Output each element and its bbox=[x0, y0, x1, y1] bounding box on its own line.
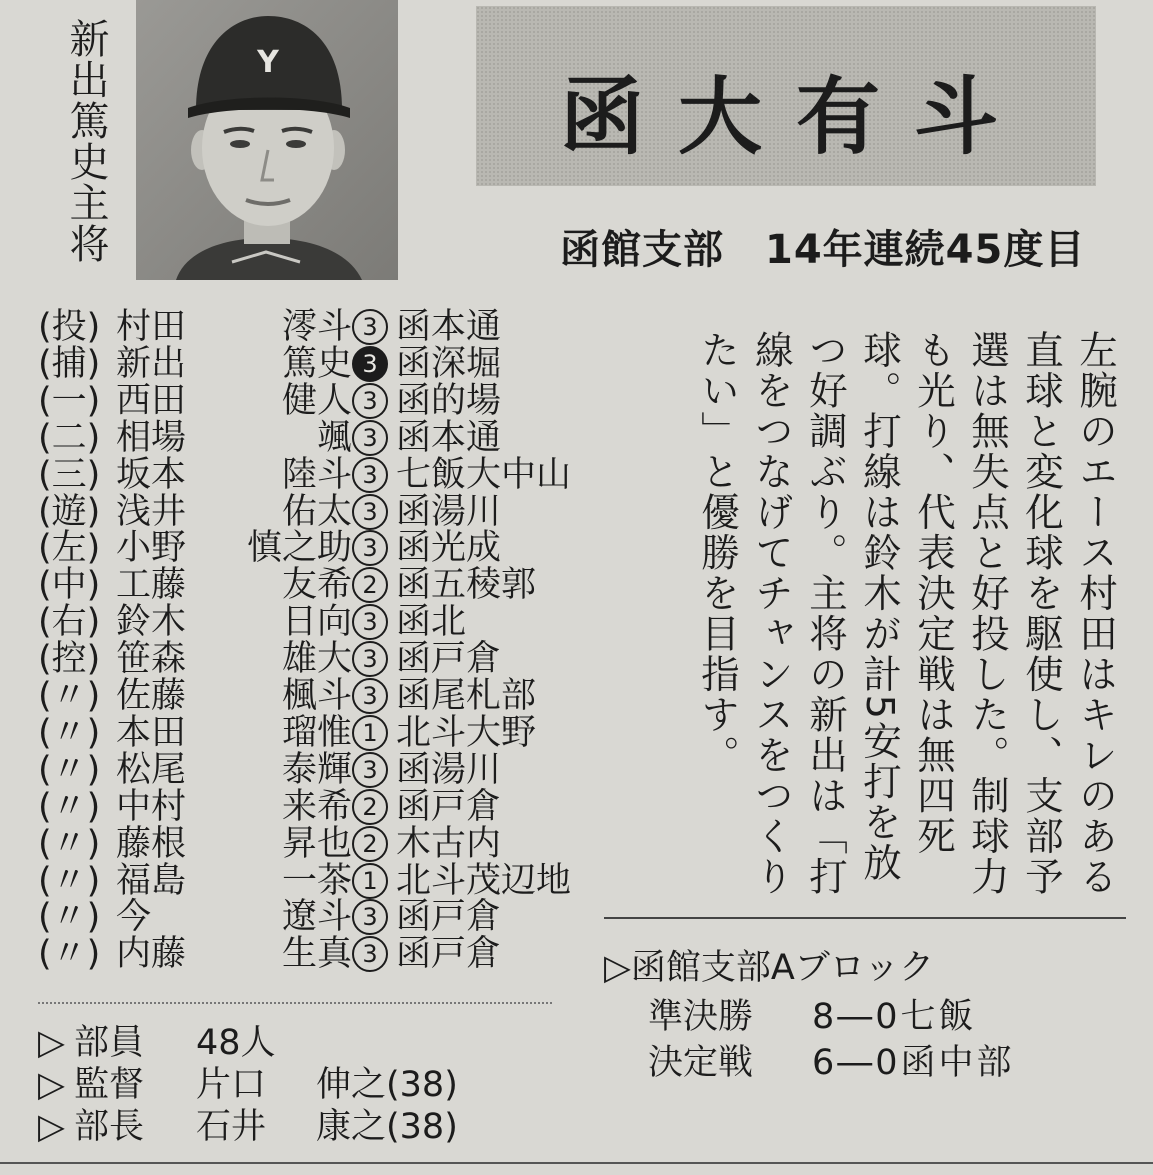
player-school: 函的場 bbox=[396, 380, 502, 421]
roster-row bbox=[38, 934, 578, 974]
player-position: (〃) bbox=[38, 749, 101, 790]
captain-portrait-illustration bbox=[136, 0, 398, 280]
player-grade: 2 bbox=[352, 789, 388, 825]
photo-caption: 新出篤史主将 bbox=[63, 18, 109, 264]
roster-row bbox=[38, 787, 578, 827]
bottom-rule bbox=[0, 1162, 1153, 1164]
staff-value-2: 康之(38) bbox=[316, 1107, 458, 1147]
roster-row bbox=[38, 418, 578, 458]
player-last-name: 工藤 bbox=[116, 565, 187, 606]
player-school: 北斗大野 bbox=[396, 712, 537, 753]
captain-photo bbox=[136, 0, 398, 280]
staff-marker: ▷ bbox=[38, 1107, 65, 1147]
roster-row bbox=[38, 455, 578, 495]
roster-row bbox=[38, 528, 578, 568]
player-last-name: 新出 bbox=[116, 343, 187, 384]
player-first-name: 佑太 bbox=[281, 491, 352, 532]
staff-value-1: 石井 bbox=[196, 1107, 267, 1147]
player-first-name: 健人 bbox=[281, 380, 352, 421]
player-first-name: 雄大 bbox=[281, 639, 352, 680]
player-school: 北斗茂辺地 bbox=[396, 860, 572, 901]
staff-value-1: 48人 bbox=[196, 1023, 276, 1063]
player-first-name: 来希 bbox=[281, 786, 352, 827]
staff-marker: ▷ bbox=[38, 1023, 65, 1063]
player-school: 函戸倉 bbox=[396, 897, 502, 938]
player-school: 函本通 bbox=[396, 307, 502, 347]
player-first-name: 生真 bbox=[281, 934, 352, 975]
player-grade: 3 bbox=[352, 383, 388, 419]
game-opponent: 函中部 bbox=[900, 1043, 1015, 1083]
player-first-name: 一茶 bbox=[281, 860, 352, 901]
player-grade: 3 bbox=[352, 530, 388, 566]
roster-row bbox=[38, 381, 578, 421]
team-name-title: 函大有斗 bbox=[559, 68, 1032, 166]
player-position: (〃) bbox=[38, 860, 101, 901]
player-position: (二) bbox=[38, 417, 101, 458]
roster-row bbox=[38, 639, 578, 679]
roster-row bbox=[38, 565, 578, 605]
player-position: (一) bbox=[38, 380, 101, 421]
player-first-name: 澪斗 bbox=[281, 307, 352, 347]
player-grade: 3 bbox=[352, 457, 388, 493]
player-last-name: 村田 bbox=[116, 307, 187, 347]
player-position: (〃) bbox=[38, 823, 101, 864]
roster-row bbox=[38, 602, 578, 642]
player-grade: 3 bbox=[352, 494, 388, 530]
player-last-name: 内藤 bbox=[116, 934, 187, 975]
roster-row bbox=[38, 344, 578, 384]
player-grade: 3 bbox=[352, 309, 388, 345]
player-school: 函光成 bbox=[396, 528, 502, 569]
player-school: 函深堀 bbox=[396, 343, 502, 384]
player-position: (〃) bbox=[38, 897, 101, 938]
player-last-name: 本田 bbox=[116, 712, 187, 753]
player-grade: 3 bbox=[352, 641, 388, 677]
player-grade: 3 bbox=[352, 678, 388, 714]
roster-row bbox=[38, 750, 578, 790]
player-last-name: 中村 bbox=[116, 786, 187, 827]
staff-label: 部員 bbox=[74, 1023, 145, 1063]
dotted-divider bbox=[38, 1002, 552, 1004]
player-last-name: 松尾 bbox=[116, 749, 187, 790]
player-position: (投) bbox=[38, 307, 101, 347]
player-school: 函戸倉 bbox=[396, 786, 502, 827]
staff-label: 監督 bbox=[74, 1065, 145, 1105]
player-school: 函湯川 bbox=[396, 749, 502, 790]
player-last-name: 笹森 bbox=[116, 639, 187, 680]
player-position: (遊) bbox=[38, 491, 101, 532]
player-last-name: 今 bbox=[116, 897, 152, 938]
player-position: (左) bbox=[38, 528, 101, 569]
player-first-name: 瑠惟 bbox=[281, 712, 352, 753]
staff-value-2: 伸之(38) bbox=[316, 1065, 458, 1105]
player-last-name: 相場 bbox=[116, 417, 187, 458]
roster-row bbox=[38, 307, 578, 347]
player-school: 函戸倉 bbox=[396, 934, 502, 975]
player-grade: 3 bbox=[352, 346, 388, 382]
player-grade: 3 bbox=[352, 899, 388, 935]
game-score-and-opponent bbox=[812, 1040, 1015, 1086]
results-divider bbox=[604, 917, 1126, 919]
player-first-name: 楓斗 bbox=[281, 676, 352, 716]
staff-row bbox=[38, 1064, 518, 1106]
player-school: 函尾札部 bbox=[396, 676, 537, 716]
article-text: 左腕のエース村田はキレのある直球と変化球を駆使し、支部予選は無失点と好投した。制球力も光り、代表決定戦は無四死球。打線は鈴木が計5安打を放つ好調ぶり。主将の新出は「打線をつなげてチャンスをつくりたい」と優勝を目指す。 bbox=[695, 330, 1118, 897]
player-first-name: 陸斗 bbox=[281, 454, 352, 495]
staff-row bbox=[38, 1106, 518, 1148]
player-last-name: 藤根 bbox=[116, 823, 187, 864]
game-stage: 準決勝 bbox=[648, 997, 754, 1037]
player-first-name: 日向 bbox=[281, 602, 352, 643]
player-position: (右) bbox=[38, 602, 101, 643]
game-score: 8―0 bbox=[812, 997, 901, 1037]
player-school: 函五稜郭 bbox=[396, 565, 537, 606]
player-first-name: 泰輝 bbox=[281, 749, 352, 790]
player-school: 函戸倉 bbox=[396, 639, 502, 680]
player-position: (三) bbox=[38, 454, 101, 495]
player-first-name: 篤史 bbox=[281, 343, 352, 384]
player-position: (〃) bbox=[38, 934, 101, 975]
player-position: (〃) bbox=[38, 712, 101, 753]
roster-row bbox=[38, 861, 578, 901]
cap-logo: Y bbox=[257, 45, 279, 80]
results-heading: ▷函館支部Aブロック bbox=[604, 948, 935, 988]
player-school: 七飯大中山 bbox=[396, 454, 572, 495]
player-first-name: 遼斗 bbox=[281, 897, 352, 938]
roster-row bbox=[38, 897, 578, 937]
game-score: 6―0 bbox=[812, 1043, 901, 1083]
player-first-name: 友希 bbox=[281, 565, 352, 606]
player-school: 函湯川 bbox=[396, 491, 502, 532]
player-grade: 1 bbox=[352, 715, 388, 751]
roster-row bbox=[38, 676, 578, 716]
player-school: 函北 bbox=[396, 602, 467, 643]
player-grade: 2 bbox=[352, 826, 388, 862]
game-score-and-opponent bbox=[812, 994, 977, 1040]
player-position: (〃) bbox=[38, 676, 101, 716]
player-grade: 2 bbox=[352, 567, 388, 603]
roster-row bbox=[38, 492, 578, 532]
player-grade: 1 bbox=[352, 863, 388, 899]
game-opponent: 七飯 bbox=[900, 997, 977, 1037]
staff-marker: ▷ bbox=[38, 1065, 65, 1105]
player-last-name: 小野 bbox=[116, 528, 187, 569]
staff-label: 部長 bbox=[74, 1107, 145, 1147]
player-last-name: 鈴木 bbox=[116, 602, 187, 643]
player-last-name: 坂本 bbox=[116, 454, 187, 495]
game-stage: 決定戦 bbox=[648, 1043, 754, 1083]
team-subtitle: 函館支部 14年連続45度目 bbox=[560, 227, 1086, 273]
staff-row bbox=[38, 1022, 518, 1064]
player-grade: 3 bbox=[352, 752, 388, 788]
player-grade: 3 bbox=[352, 604, 388, 640]
player-grade: 3 bbox=[352, 936, 388, 972]
player-position: (控) bbox=[38, 639, 101, 680]
roster-row bbox=[38, 824, 578, 864]
player-first-name: 昇也 bbox=[281, 823, 352, 864]
player-first-name: 慎之助 bbox=[246, 528, 352, 569]
roster-row bbox=[38, 713, 578, 753]
player-last-name: 浅井 bbox=[116, 491, 187, 532]
player-grade: 3 bbox=[352, 420, 388, 456]
staff-value-1: 片口 bbox=[196, 1065, 267, 1105]
player-position: (捕) bbox=[38, 343, 101, 384]
player-last-name: 福島 bbox=[116, 860, 187, 901]
player-first-name: 颯 bbox=[316, 417, 352, 458]
player-position: (〃) bbox=[38, 786, 101, 827]
player-school: 木古内 bbox=[396, 823, 502, 864]
player-last-name: 佐藤 bbox=[116, 676, 187, 716]
title-box bbox=[476, 6, 1096, 186]
player-last-name: 西田 bbox=[116, 380, 187, 421]
player-position: (中) bbox=[38, 565, 101, 606]
player-school: 函本通 bbox=[396, 417, 502, 458]
